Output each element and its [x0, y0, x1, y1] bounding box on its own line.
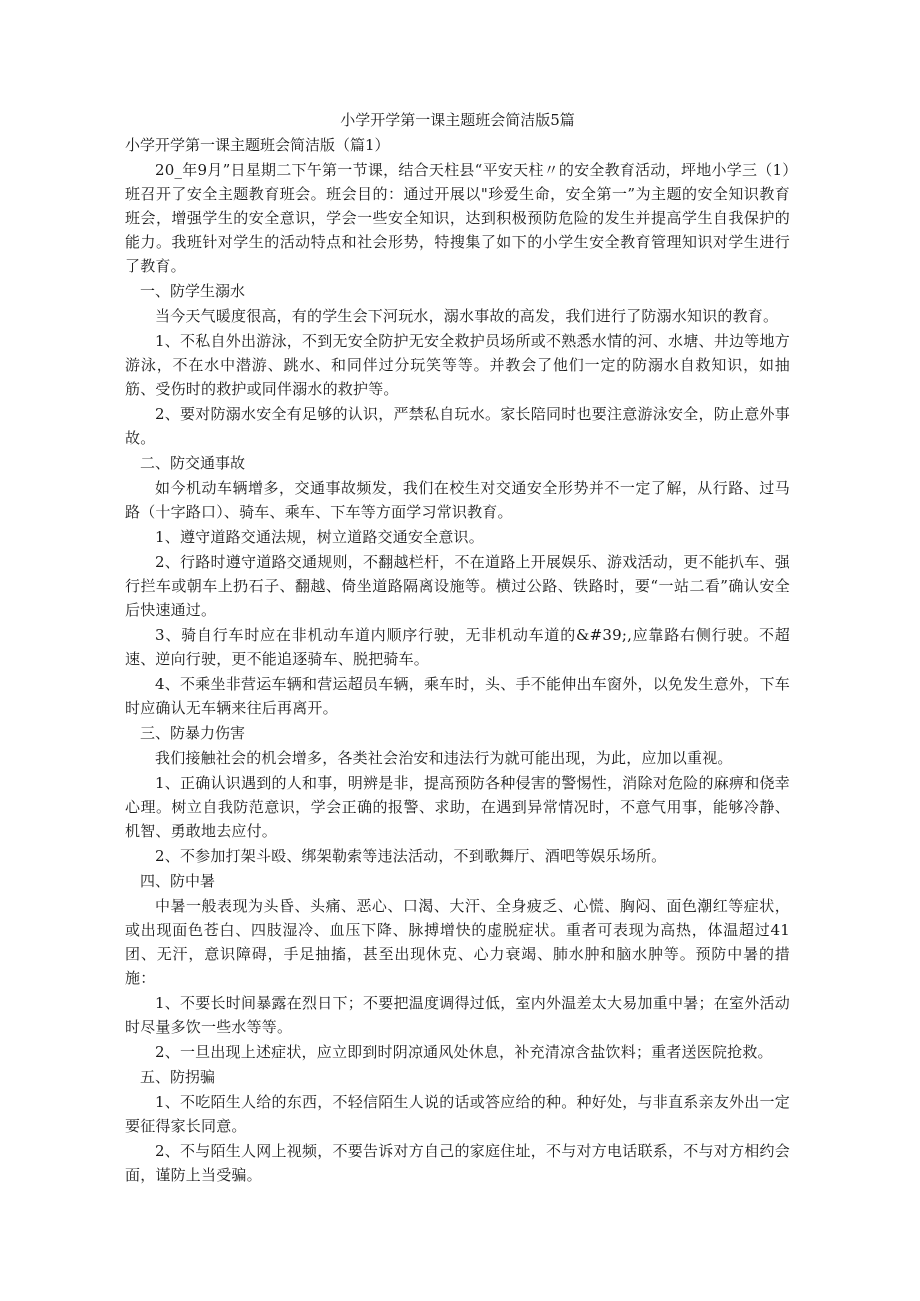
section-heading: 五、防拐骗	[140, 1068, 216, 1086]
section-heading: 一、防学生溺水	[140, 282, 246, 300]
section-heatstroke	[125, 869, 790, 1064]
paragraph: 1、不要长时间暴露在烈日下；不要把温度调得过低，室内外温差太大易加重中暑；在室外活动时尽量多饮一些水等等。	[125, 994, 790, 1036]
paragraph: 1、正确认识遇到的人和事，明辨是非，提高预防各种侵害的警惕性，消除对危险的麻痹和侥幸心理。树立自我防范意识，学会正确的报警、求助，在遇到异常情况时，不意气用事，能够冷静、机智、勇敢地去应付。	[125, 774, 790, 840]
section-heading: 四、防中暑	[140, 872, 216, 890]
document-page	[125, 108, 790, 1188]
paragraph: 2、不与陌生人网上视频，不要告诉对方自己的家庭住址，不与对方电话联系，不与对方相约会面，谨防上当受骗。	[125, 1142, 790, 1184]
paragraph: 2、要对防溺水安全有足够的认识，严禁私自玩水。家长陪同时也要注意游泳安全，防止意外事故。	[125, 405, 790, 447]
paragraph: 1、不私自外出游泳，不到无安全防护无安全救护员场所或不熟悉水情的河、水塘、井边等地方游泳，不在水中潜游、跳水、和同伴过分玩笑等等。并教会了他们一定的防溺水自救知识，如抽筋、受伤时的救护或同伴溺水的救护等。	[125, 332, 790, 398]
document-title: 小学开学第一课主题班会简洁版5篇	[340, 111, 575, 129]
paragraph: 1、不吃陌生人给的东西，不轻信陌生人说的话或答应给的种。种好处，与非直系亲友外出一定要征得家长同意。	[125, 1093, 790, 1135]
paragraph: 我们接触社会的机会增多，各类社会治安和违法行为就可能出现，为此，应加以重视。	[155, 749, 733, 767]
paragraph: 1、遵守道路交通法规，树立道路交通安全意识。	[155, 528, 484, 546]
paragraph: 2、不参加打架斗殴、绑架勒索等违法活动，不到歌舞厅、酒吧等娱乐场所。	[155, 847, 667, 865]
paragraph: 当今天气暖度很高，有的学生会下河玩水，溺水事故的高发，我们进行了防溺水知识的教育。	[155, 307, 779, 325]
section-violence	[125, 721, 790, 868]
paragraph: 4、不乘坐非营运车辆和营运超员车辆，乘车时，头、手不能伸出车窗外，以免发生意外，下车时应确认无车辆来往后再离开。	[125, 675, 790, 717]
paragraph: 中暑一般表现为头昏、头痛、恶心、口渴、大汗、全身疲乏、心慌、胸闷、面色潮红等症状，或出现面色苍白、四肢湿冷、血压下降、脉搏增快的虚脱症状。重者可表现为高热，体温超过41团、无汗，意识障碍，手足抽搐，甚至出现休克、心力衰竭、肺水肿和脑水肿等。预防中暑的措施：	[125, 897, 790, 987]
section-abduction	[125, 1065, 790, 1187]
section-traffic	[125, 451, 790, 720]
paragraph: 3、骑自行车时应在非机动车道内顺序行驶，无非机动车道的&#39;,应靠路右侧行驶。不超速、逆向行驶，更不能追逐骑车、脱把骑车。	[125, 626, 790, 668]
paragraph: 2、行路时遵守道路交通规则，不翻越栏杆，不在道路上开展娱乐、游戏活动，更不能扒车、强行拦车或朝车上扔石子、翻越、倚坐道路隔离设施等。横过公路、铁路时，要“一站二看”确认安全后快速通过。	[125, 553, 790, 619]
document-subtitle: 小学开学第一课主题班会简洁版（篇1）	[125, 136, 390, 154]
section-heading: 三、防暴力伤害	[140, 724, 246, 742]
section-drowning	[125, 279, 790, 450]
paragraph: 2、一旦出现上述症状，应立即到时阴凉通风处休息，补充清凉含盐饮料；重者送医院抢救。	[155, 1043, 773, 1061]
intro-paragraph: 20_年9月”日星期二下午第一节课，结合天柱县“平安天柱〃的安全教育活动，坪地小学三（1）班召开了安全主题教育班会。班会目的：通过开展以"珍爱生命，安全第一”为主题的安全知识教育班会，增强学生的安全意识，学会一些安全知识，达到积极预防危险的发生并提高学生自我保护的能力。我班针对学生的活动特点和社会形势，特搜集了如下的小学生安全教育管理知识对学生进行了教育。	[125, 161, 790, 275]
paragraph: 如今机动车辆增多，交通事故频发，我们在校生对交通安全形势并不一定了解，从行路、过马路（十字路口）、骑车、乘车、下车等方面学习常识教育。	[125, 479, 790, 521]
section-heading: 二、防交通事故	[140, 454, 246, 472]
